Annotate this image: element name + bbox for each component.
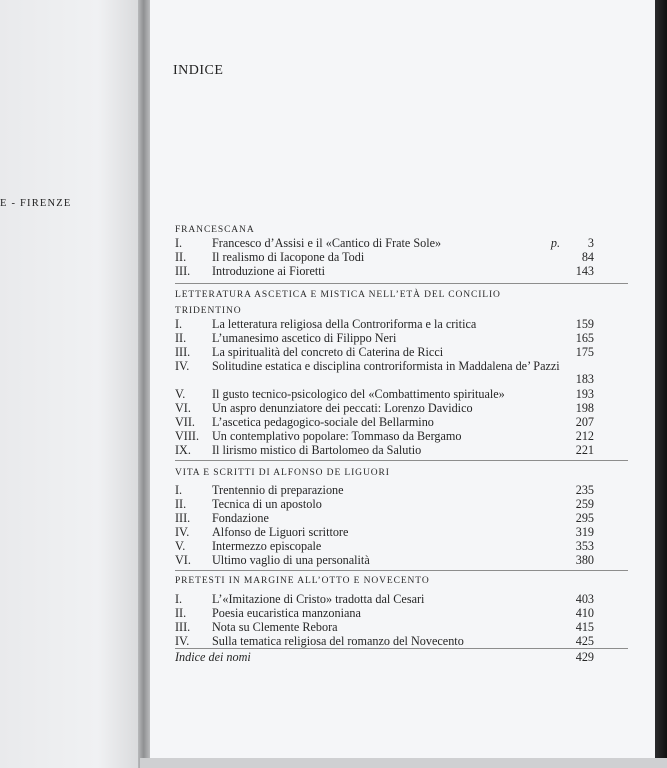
section-heading: PRETESTI IN MARGINE ALL’OTTO E NOVECENTO bbox=[175, 576, 430, 586]
entry-title: Solitudine estatica e disciplina controriformista in Maddalena de’ Pazzi bbox=[212, 359, 560, 373]
entry-title: Ultimo vaglio di una personalità bbox=[212, 553, 370, 567]
entry-title: Il gusto tecnico-psicologico del «Combattimento spirituale» bbox=[212, 387, 505, 401]
page-bottom-edge bbox=[140, 758, 667, 768]
entry-title: Fondazione bbox=[212, 511, 269, 525]
cover-edge bbox=[655, 0, 667, 768]
entry-number: V. bbox=[175, 539, 186, 553]
entry-page: 221 bbox=[575, 443, 594, 457]
entry-page: 425 bbox=[575, 634, 594, 648]
entry-number: III. bbox=[175, 345, 191, 359]
entry-number: III. bbox=[175, 264, 191, 278]
entry-title: Un contemplativo popolare: Tommaso da Bergamo bbox=[212, 429, 462, 443]
entry-number: II. bbox=[175, 331, 187, 345]
entry-number: III. bbox=[175, 511, 191, 525]
entry-title: Sulla tematica religiosa del romanzo del Novecento bbox=[212, 634, 464, 648]
entry-title: Francesco d’Assisi e il «Cantico di Frate Sole» bbox=[212, 236, 442, 250]
entry-title: Il lirismo mistico di Bartolomeo da Salutio bbox=[212, 443, 422, 457]
entry-page: 143 bbox=[575, 264, 594, 278]
entry-page: 410 bbox=[575, 606, 594, 620]
entry-page: 198 bbox=[575, 401, 594, 415]
entry-page: 403 bbox=[575, 592, 594, 606]
entry-number: IV. bbox=[175, 634, 190, 648]
toc-entry bbox=[175, 360, 635, 386]
entry-title: Tecnica di un apostolo bbox=[212, 497, 322, 511]
entry-number: IV. bbox=[175, 359, 190, 373]
entry-page: 84 bbox=[581, 250, 594, 264]
entry-number: IX. bbox=[175, 443, 191, 457]
right-page bbox=[150, 0, 655, 758]
entry-title: L’ascetica pedagogico-sociale del Bellarmino bbox=[212, 415, 434, 429]
left-page bbox=[0, 0, 140, 768]
entry-page: 165 bbox=[575, 331, 594, 345]
entry-title: Poesia eucaristica manzoniana bbox=[212, 606, 361, 620]
entry-number: I. bbox=[175, 483, 183, 497]
entry-page: 259 bbox=[575, 497, 594, 511]
entry-page: 429 bbox=[575, 650, 594, 664]
entry-number: II. bbox=[175, 497, 187, 511]
entry-page: 193 bbox=[575, 387, 594, 401]
entry-title: L’«Imitazione di Cristo» tradotta dal Cesari bbox=[212, 592, 425, 606]
entry-number: IV. bbox=[175, 525, 190, 539]
section-divider bbox=[175, 460, 628, 461]
entry-title: La letteratura religiosa della Controriforma e la critica bbox=[212, 317, 477, 331]
entry-title: Trentennio di preparazione bbox=[212, 483, 344, 497]
entry-number: II. bbox=[175, 606, 187, 620]
page-title: INDICE bbox=[173, 63, 224, 78]
left-page-imprint: E - FIRENZE bbox=[0, 198, 72, 209]
entry-page: 295 bbox=[575, 511, 594, 525]
page-marker: p. bbox=[550, 236, 560, 250]
section-divider bbox=[175, 570, 628, 571]
entry-page: 235 bbox=[575, 483, 594, 497]
entry-number: I. bbox=[175, 317, 183, 331]
entry-page: 159 bbox=[575, 317, 594, 331]
entry-title: Nota su Clemente Rebora bbox=[212, 620, 338, 634]
entry-page: 415 bbox=[575, 620, 594, 634]
entry-title: La spiritualità del concreto di Caterina de Ricci bbox=[212, 345, 444, 359]
entry-title: Intermezzo episcopale bbox=[212, 539, 322, 553]
entry-title: Introduzione ai Fioretti bbox=[212, 264, 326, 278]
entry-title: Il realismo di Iacopone da Todi bbox=[212, 250, 365, 264]
entry-title: Alfonso de Liguori scrittore bbox=[212, 525, 349, 539]
entry-number: VII. bbox=[175, 415, 195, 429]
section-heading: LETTERATURA ASCETICA E MISTICA NELL’ETÀ DEL CONCILIO TRIDENTINO bbox=[175, 290, 501, 316]
entry-page: 183 bbox=[575, 372, 594, 386]
entry-page: 212 bbox=[575, 429, 594, 443]
entry-page: 3 bbox=[587, 236, 594, 250]
entry-page: 353 bbox=[575, 539, 594, 553]
index-of-names-title: Indice dei nomi bbox=[175, 650, 251, 664]
entry-page: 319 bbox=[575, 525, 594, 539]
section-heading: VITA E SCRITTI DI ALFONSO DE LIGUORI bbox=[175, 468, 390, 478]
entry-number: III. bbox=[175, 620, 191, 634]
section-divider bbox=[175, 648, 628, 649]
entry-title: Un aspro denunziatore dei peccati: Lorenzo Davidico bbox=[212, 401, 473, 415]
entry-number: VI. bbox=[175, 553, 191, 567]
entry-page: 207 bbox=[575, 415, 594, 429]
entry-title: L’umanesimo ascetico di Filippo Neri bbox=[212, 331, 397, 345]
section-divider bbox=[175, 283, 628, 284]
entry-number: VI. bbox=[175, 401, 191, 415]
entry-number: I. bbox=[175, 592, 183, 606]
entry-number: V. bbox=[175, 387, 186, 401]
section-heading: FRANCESCANA bbox=[175, 225, 255, 235]
entry-page: 380 bbox=[575, 553, 594, 567]
entry-number: I. bbox=[175, 236, 183, 250]
entry-number: VIII. bbox=[175, 429, 200, 443]
entry-number: II. bbox=[175, 250, 187, 264]
entry-page: 175 bbox=[575, 345, 594, 359]
